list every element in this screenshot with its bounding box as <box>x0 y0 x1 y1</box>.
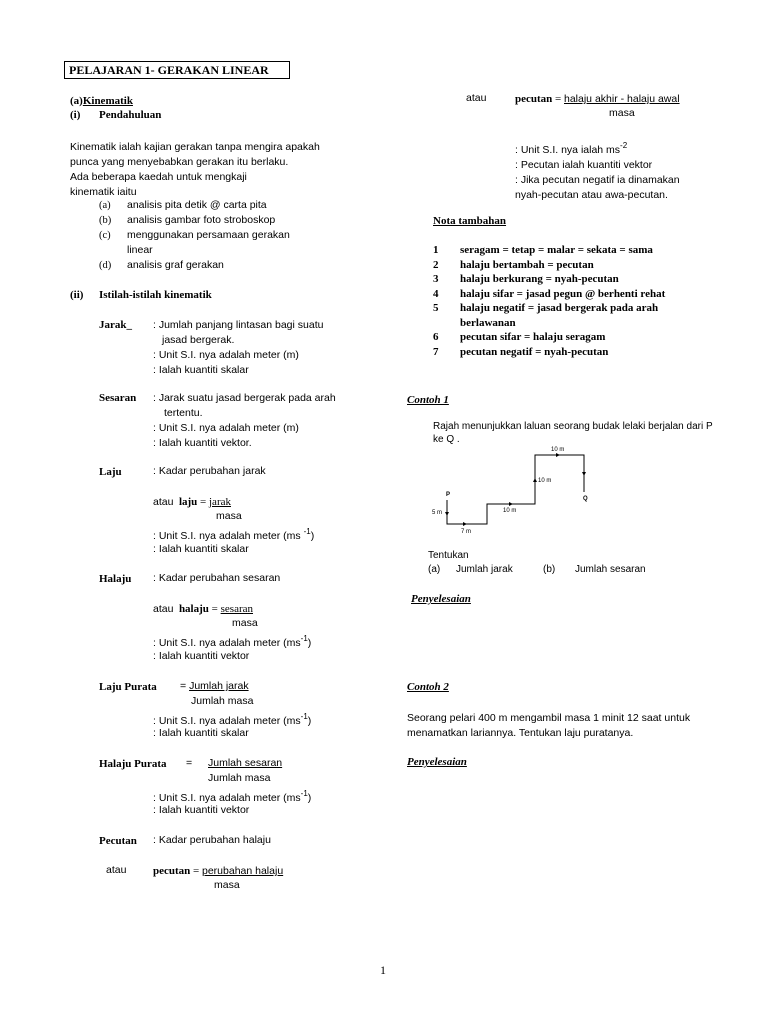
halaju-definition: : Kadar perubahan sesaran <box>153 572 281 584</box>
term-pecutan: Pecutan <box>99 835 137 847</box>
list-item: 4 halaju sifar = jasad pegun @ berhenti rehat <box>433 287 666 300</box>
path-diagram <box>420 440 610 540</box>
list-item: (d) analisis graf gerakan <box>99 259 224 271</box>
intro-line: Ada beberapa kaedah untuk mengkaji <box>70 171 247 183</box>
tentukan-label: Tentukan <box>428 550 469 561</box>
list-item: (b) analisis gambar foto stroboskop <box>99 214 276 226</box>
laju-denominator: masa <box>216 510 242 522</box>
term-sesaran: Sesaran <box>99 392 137 404</box>
arrow-right-icon <box>509 502 513 506</box>
segment-label: 7 m <box>461 529 472 535</box>
halaju-purata-denominator: Jumlah masa <box>208 772 271 784</box>
pecutan-atau: atau <box>106 864 127 876</box>
list-item: 5 halaju negatif = jasad bergerak pada arah <box>433 302 659 314</box>
list-item: berlawanan <box>460 316 516 329</box>
arrow-down-icon <box>445 512 449 516</box>
halaju-purata-unit: : Unit S.I. nya adalah meter $(ms^{-1})$ <box>153 789 312 804</box>
laju-type: : Ialah kuantiti skalar <box>153 543 249 555</box>
sub-ii-label: (ii) <box>70 289 84 301</box>
term-halaju: Halaju <box>99 573 132 585</box>
laju-definition: : Kadar perubahan jarak <box>153 465 266 477</box>
pecutan-2-denominator: masa <box>609 107 635 119</box>
halaju-purata-eq: = <box>186 757 193 769</box>
contoh-2-title: Contoh 2 <box>407 681 449 693</box>
term-halaju-purata: Halaju Purata <box>99 758 167 770</box>
list-item: 3 halaju berkurang = nyah-pecutan <box>433 273 619 285</box>
halaju-purata-numerator: Jumlah sesaran <box>208 757 283 769</box>
term-laju-purata: Laju Purata <box>99 681 157 693</box>
pecutan-denominator: masa <box>214 879 240 891</box>
arrow-down-icon <box>582 472 586 476</box>
contoh-1-title: Contoh 1 <box>407 394 449 406</box>
term-jarak: Jarak_ <box>99 319 132 331</box>
segment-label: 10 m <box>538 478 552 484</box>
list-item: linear <box>127 244 153 256</box>
laju-purata-formula: = Jumlah jarak <box>180 680 249 692</box>
list-item: 6 pecutan sifar = halaju seragam <box>433 331 606 343</box>
arrow-up-icon <box>533 478 537 482</box>
list-item: 7 pecutan negatif = nyah-pecutan <box>433 345 609 358</box>
sub-i-title: Pendahuluan <box>99 109 162 121</box>
question-b: (b) Jumlah sesaran <box>543 564 646 575</box>
laju-purata-type: : Ialah kuantiti skalar <box>153 727 249 739</box>
pecutan-formula: pecutan = perubahan halaju <box>153 865 284 877</box>
penyelesaian-1-title: Penyelesaian <box>411 593 471 605</box>
list-item: (a) analisis pita detik @ carta pita <box>99 199 267 211</box>
arrow-right-icon <box>556 453 560 457</box>
sub-i-label: (i) <box>70 109 81 121</box>
intro-line: punca yang menyebabkan gerakan itu berlaku. <box>70 156 289 168</box>
section-a-title: Kinematik <box>82 95 133 107</box>
segment-label: 5 m <box>432 510 443 516</box>
pecutan-unit: : Unit S.I. nya ialah $ms^{-2}$ <box>515 141 628 156</box>
laju-formula: atau laju = jarak <box>153 496 231 508</box>
intro-line: Kinematik ialah kajian gerakan tanpa mengira apakah <box>70 141 320 153</box>
penyelesaian-2-title: Penyelesaian <box>407 756 467 768</box>
question-a: (a) Jumlah jarak <box>428 564 513 575</box>
laju-purata-unit: : Unit S.I. nya adalah meter $(ms^{-1})$ <box>153 712 312 727</box>
methods-list <box>99 198 290 273</box>
laju-purata-denominator: Jumlah masa <box>191 695 254 707</box>
section-a-label: (a) <box>70 95 83 107</box>
laju-unit: : Unit S.I. nya adalah meter (ms $^{-1}$) <box>153 527 315 542</box>
intro-line: kinematik iaitu <box>70 186 137 198</box>
page-title: PELAJARAN 1- GERAKAN LINEAR <box>64 61 290 79</box>
sub-ii-title: Istilah-istilah kinematik <box>99 289 212 301</box>
point-q-label: Q <box>583 496 588 502</box>
sesaran-definition: : Jarak suatu jasad bergerak pada arah tertentu. : Unit S.I. nya adalah meter (m) : Ialah kuantiti vektor. <box>153 392 336 449</box>
halaju-denominator: masa <box>232 617 258 629</box>
pecutan-definition: : Kadar perubahan halaju <box>153 834 271 846</box>
list-item: (c) menggunakan persamaan gerakan <box>99 229 290 241</box>
halaju-formula: atau halaju = sesaran <box>153 603 253 615</box>
section-a <box>70 94 133 108</box>
contoh-2-text: Seorang pelari 400 m mengambil masa 1 minit 12 saat untuk menamatkan lariannya. Tentukan laju puratanya. <box>407 712 691 739</box>
halaju-unit: : Unit S.I. nya adalah meter $(ms^{-1})$ <box>153 634 312 649</box>
segment-label: 10 m <box>503 508 517 514</box>
right-atau: atau <box>466 92 487 104</box>
arrow-right-icon <box>463 522 467 526</box>
pecutan-formula-2: pecutan = halaju akhir - halaju awal <box>515 93 680 105</box>
halaju-purata-type: : Ialah kuantiti vektor <box>153 804 250 816</box>
jarak-definition: : Jumlah panjang lintasan bagi suatu jasad bergerak. : Unit S.I. nya adalah meter (m) : Ialah kuantiti skalar <box>153 319 324 376</box>
nota-tambahan-title: Nota tambahan <box>433 215 507 227</box>
term-laju: Laju <box>99 466 122 478</box>
list-item: 1 seragam = tetap = malar = sekata = sama <box>433 244 653 256</box>
nota-list <box>433 243 665 359</box>
list-item: 2 halaju bertambah = pecutan <box>433 258 594 271</box>
pecutan-notes: : Unit S.I. nya ialah $ms^{-2}$ : Pecutan ialah kuantiti vektor : Jika pecutan negatif ia dinamakan nyah-pecutan atau awa-pecutan. <box>515 138 680 203</box>
point-p-label: P <box>446 492 451 498</box>
page-number: 1 <box>380 963 386 977</box>
segment-label: 10 m <box>551 447 565 453</box>
contoh-1-text: Rajah menunjukkan laluan seorang budak lelaki berjalan dari P ke Q . <box>433 421 713 445</box>
halaju-type: : Ialah kuantiti vektor <box>153 650 250 662</box>
intro-paragraph <box>70 140 320 200</box>
